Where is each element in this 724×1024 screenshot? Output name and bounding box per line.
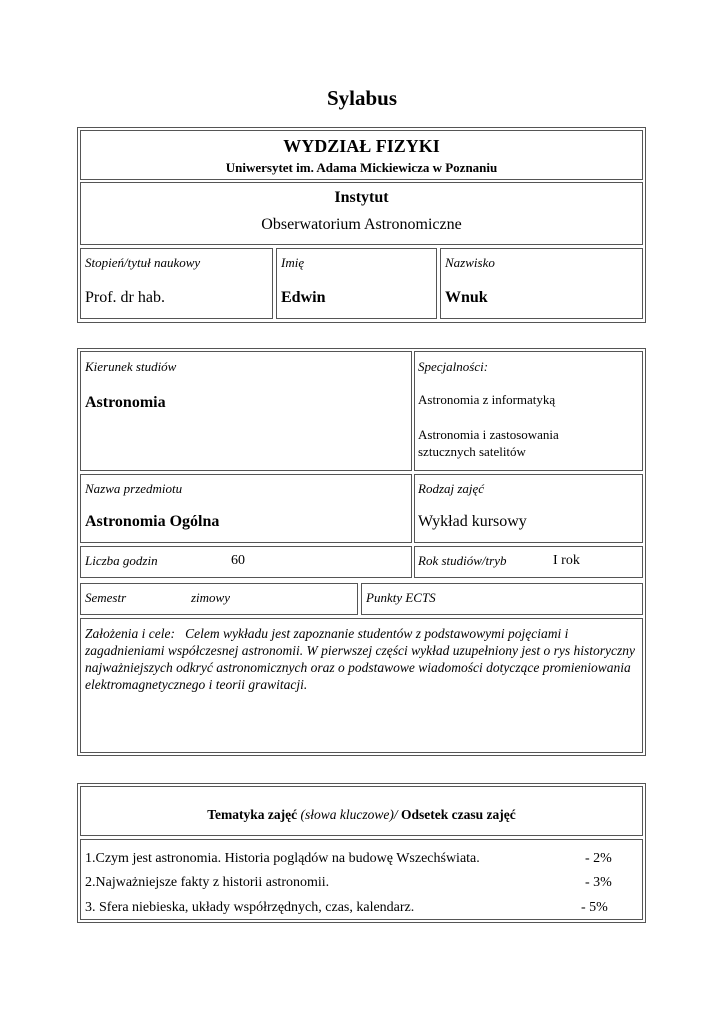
- topics-header-part2: (słowa kluczowe)/: [300, 807, 398, 822]
- topics-header-part1: Tematyka zajęć: [207, 807, 298, 822]
- class-type-cell: [414, 474, 643, 543]
- study-year-label: Rok studiów/tryb: [418, 553, 507, 568]
- document-title: Sylabus: [326, 86, 398, 110]
- study-year-cell: [414, 546, 643, 578]
- study-year-value: I rok: [553, 553, 580, 568]
- class-type-label: Rodzaj zajęć: [418, 481, 485, 496]
- last-name-cell: [440, 248, 643, 319]
- field-value: Astronomia: [85, 394, 166, 411]
- topics-header-part3: Odsetek czasu zajęć: [401, 807, 516, 822]
- subject-value: Astronomia Ogólna: [85, 513, 220, 530]
- first-name-label: Imię: [281, 255, 305, 270]
- topics-list-cell: [80, 839, 643, 920]
- hours-value: 60: [231, 553, 245, 568]
- specialties-cell: [414, 351, 643, 471]
- topic-text: 1.Czym jest astronomia. Historia poglądów na budowę Wszechświata.: [85, 851, 480, 866]
- specialty-item: Astronomia i zastosowania sztucznych satelitów: [418, 427, 559, 459]
- faculty-name: WYDZIAŁ FIZYKI: [283, 136, 440, 156]
- class-type-value: Wykład kursowy: [418, 513, 527, 530]
- subject-cell: [80, 474, 412, 543]
- faculty-cell: [80, 130, 643, 180]
- first-name-cell: [276, 248, 437, 319]
- list-item: [85, 875, 635, 895]
- institute-name: Obserwatorium Astronomiczne: [261, 216, 462, 233]
- field-cell: [80, 351, 412, 471]
- degree-label: Stopień/tytuł naukowy: [85, 255, 201, 270]
- topic-percent: - 3%: [585, 875, 612, 890]
- first-name-value: Edwin: [281, 289, 326, 306]
- specialties-label: Specjalności:: [418, 359, 489, 374]
- topic-percent: - 5%: [581, 900, 608, 915]
- topics-header-cell: [80, 786, 643, 836]
- topic-text: 3. Sfera niebieska, układy współrzędnych, czas, kalendarz.: [85, 900, 415, 915]
- university-name: Uniwersytet im. Adama Mickiewicza w Poznaniu: [225, 160, 498, 175]
- goals-cell: [80, 618, 643, 753]
- topic-percent: - 2%: [585, 851, 612, 866]
- goals-text-block: [85, 625, 637, 693]
- subject-label: Nazwa przedmiotu: [85, 481, 183, 496]
- last-name-label: Nazwisko: [445, 255, 495, 270]
- semester-label: Semestr: [85, 590, 127, 605]
- specialty-item: Astronomia z informatyką: [418, 392, 556, 407]
- hours-label: Liczba godzin: [85, 553, 158, 568]
- semester-value: zimowy: [191, 590, 230, 605]
- hours-cell: [80, 546, 412, 578]
- topics-header: [81, 807, 642, 823]
- topic-text: 2.Najważniejsze fakty z historii astronomii.: [85, 875, 330, 890]
- field-label: Kierunek studiów: [85, 359, 177, 374]
- list-item: [85, 851, 635, 871]
- institute-cell: [80, 182, 643, 245]
- goals-label: Założenia i cele:: [85, 626, 175, 641]
- ects-cell: [361, 583, 643, 615]
- degree-value: Prof. dr hab.: [85, 289, 165, 306]
- goals-text: Celem wykładu jest zapoznanie studentów z podstawowymi pojęciami i zagadnieniami współczesnej astronomii. W pierwszej części wykład uzupełniony jest o rys historyczny najważniejszych odkryć astronomicznych oraz o podstawowe wiadomości dotyczące promieniowania elektromagnetycznego i teorii grawitacji.: [85, 626, 635, 692]
- last-name-value: Wnuk: [445, 289, 488, 306]
- list-item: [85, 900, 635, 920]
- ects-label: Punkty ECTS: [366, 590, 436, 605]
- semester-cell: [80, 583, 358, 615]
- institute-label: Instytut: [334, 189, 389, 206]
- degree-cell: [80, 248, 273, 319]
